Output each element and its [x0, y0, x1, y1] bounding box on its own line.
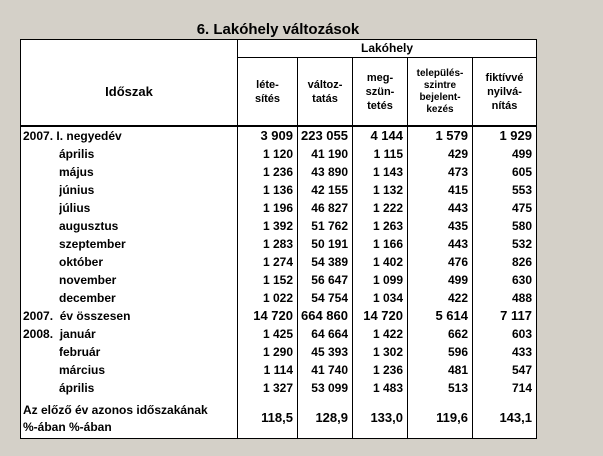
index-row-label: %-ában %-ában	[23, 420, 112, 434]
table-cell: 1 274	[262, 255, 293, 269]
row-label: június	[59, 183, 95, 197]
column-header-line: nyilvá-	[487, 85, 522, 98]
column-header-line: kezés	[426, 103, 454, 115]
table-cell: 1 290	[262, 345, 293, 359]
row-label: november	[59, 273, 117, 287]
index-cell: 128,9	[315, 410, 348, 425]
table-cell: 14 720	[253, 308, 293, 323]
period-header: Időszak	[105, 84, 153, 99]
table-cell: 1 283	[262, 237, 293, 251]
table-cell: 41 740	[311, 363, 348, 377]
table-cell: 580	[511, 219, 532, 233]
row-label: 2007. I. negyedév	[23, 129, 122, 143]
row-label: április	[59, 381, 95, 395]
column-header-2	[298, 58, 352, 125]
table-cell: 1 099	[372, 273, 403, 287]
table-cell: 3 909	[260, 128, 293, 143]
column-header-5	[473, 58, 536, 125]
row-label: 2007. év összesen	[23, 309, 131, 323]
table-cell: 443	[447, 201, 468, 215]
table-cell: 630	[511, 273, 532, 287]
table-cell: 499	[447, 273, 468, 287]
table-cell: 54 754	[311, 291, 348, 305]
column-header-1	[238, 58, 297, 125]
table-cell: 1 425	[262, 327, 293, 341]
column-header-line: bejelent-	[419, 91, 461, 103]
table-cell: 513	[447, 381, 468, 395]
table-cell: 1 236	[372, 363, 403, 377]
column-header-line: szintre	[423, 79, 457, 91]
column-header-line: település-	[416, 67, 464, 79]
table-cell: 433	[511, 345, 532, 359]
table-cell: 532	[511, 237, 532, 251]
table-cell: 1 263	[372, 219, 403, 233]
table-cell: 1 327	[262, 381, 293, 395]
residence-group-header: Lakóhely	[360, 41, 414, 55]
table-cell: 42 155	[311, 183, 348, 197]
table-cell: 499	[511, 147, 532, 161]
column-header-line: meg-	[366, 71, 394, 84]
row-label: július	[59, 201, 91, 215]
table-cell: 54 389	[311, 255, 348, 269]
table-cell: 1 132	[372, 183, 403, 197]
row-label: szeptember	[59, 237, 126, 251]
table-cell: 1 236	[262, 165, 293, 179]
index-cell: 133,0	[370, 410, 403, 425]
table-cell: 46 827	[311, 201, 348, 215]
table-cell: 605	[511, 165, 532, 179]
table-cell: 415	[447, 183, 468, 197]
row-label: április	[59, 147, 95, 161]
table-cell: 223 055	[301, 128, 348, 143]
table-cell: 5 614	[435, 308, 468, 323]
table-cell: 596	[447, 345, 468, 359]
table-cell: 443	[447, 237, 468, 251]
table-cell: 1 302	[372, 345, 403, 359]
table-cell: 473	[447, 165, 468, 179]
table-cell: 488	[511, 291, 532, 305]
table-cell: 826	[511, 255, 532, 269]
column-header-line: sítés	[254, 92, 281, 105]
index-cell: 143,1	[499, 410, 532, 425]
table-title: 6. Lakóhely változások	[196, 21, 360, 38]
table-cell: 1 166	[372, 237, 403, 251]
table-cell: 45 393	[311, 345, 348, 359]
table-cell: 56 647	[311, 273, 348, 287]
table-cell: 50 191	[311, 237, 348, 251]
table-cell: 547	[511, 363, 532, 377]
table-cell: 1 392	[262, 219, 293, 233]
column-header-3	[353, 58, 407, 125]
table-cell: 1 034	[372, 291, 403, 305]
column-header-line: változ-	[307, 78, 343, 91]
table-cell: 1 022	[262, 291, 293, 305]
table-cell: 714	[511, 381, 532, 395]
row-label: február	[59, 345, 101, 359]
table-cell: 476	[447, 255, 468, 269]
column-header-line: szün-	[365, 85, 395, 98]
table-cell: 1 114	[263, 363, 293, 377]
row-label: december	[59, 291, 116, 305]
row-label: március	[59, 363, 106, 377]
index-cell: 119,6	[436, 410, 468, 425]
table-cell: 4 144	[370, 128, 403, 143]
table-cell: 64 664	[311, 327, 348, 341]
table-cell: 429	[447, 147, 468, 161]
table-cell: 1 929	[499, 128, 532, 143]
table-cell: 1 152	[262, 273, 293, 287]
table-cell: 1 422	[372, 327, 403, 341]
column-header-4	[408, 58, 472, 125]
table-cell: 662	[447, 327, 468, 341]
table-cell: 1 143	[372, 165, 403, 179]
row-label: május	[59, 165, 94, 179]
column-header-line: tatás	[312, 92, 338, 105]
table-border-bottom	[20, 438, 537, 439]
index-cell: 118,5	[261, 410, 293, 425]
table-cell: 7 117	[500, 308, 532, 323]
table-cell: 1 196	[262, 201, 293, 215]
column-header-line: nítás	[491, 99, 518, 112]
table-cell: 481	[447, 363, 468, 377]
table-cell: 475	[511, 201, 532, 215]
table-cell: 553	[511, 183, 532, 197]
table-cell: 1 483	[372, 381, 403, 395]
column-header-line: fiktívvé	[485, 71, 524, 84]
table-cell: 53 099	[311, 381, 348, 395]
table-cell: 1 120	[262, 147, 293, 161]
index-row-label: Az előző év azonos időszakának	[23, 403, 208, 417]
table-cell: 1 115	[373, 147, 403, 161]
table-cell: 1 579	[435, 128, 468, 143]
table-cell: 51 762	[311, 219, 348, 233]
table-cell: 1 402	[372, 255, 403, 269]
row-label: október	[59, 255, 104, 269]
table-cell: 603	[511, 327, 532, 341]
table-border-right	[536, 39, 537, 439]
table-cell: 422	[447, 291, 468, 305]
table-cell: 435	[447, 219, 468, 233]
row-label: 2008. január	[23, 327, 96, 341]
table-cell: 664 860	[301, 308, 348, 323]
table-cell: 14 720	[363, 308, 403, 323]
table-cell: 1 136	[262, 183, 293, 197]
column-header-line: tetés	[367, 99, 393, 112]
table-cell: 43 890	[311, 165, 348, 179]
column-header-line: léte-	[256, 78, 279, 91]
row-label: augusztus	[59, 219, 119, 233]
table-cell: 1 222	[372, 201, 403, 215]
table-cell: 41 190	[311, 147, 348, 161]
